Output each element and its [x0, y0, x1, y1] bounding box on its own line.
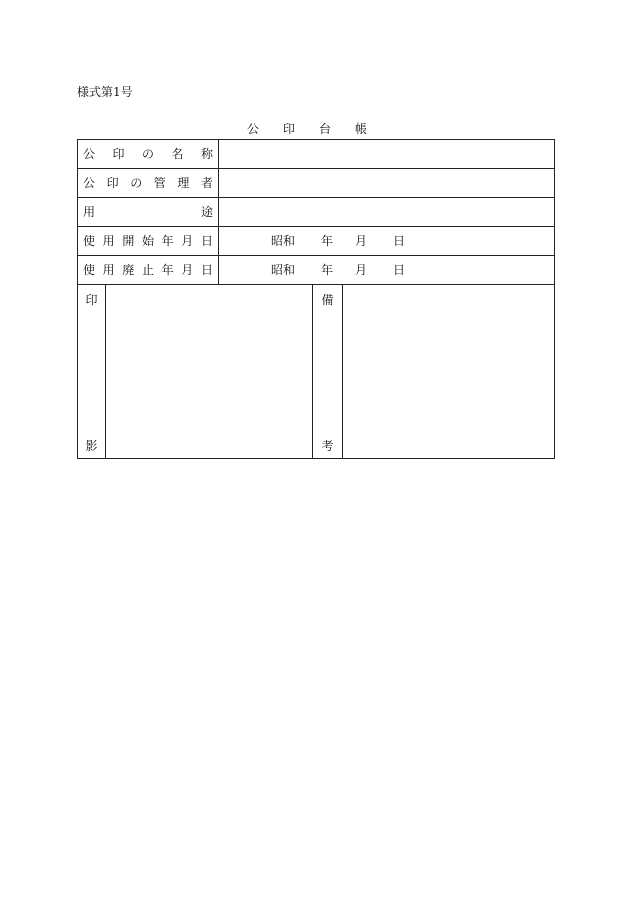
seal-name-row: [78, 140, 554, 169]
month-label: 月: [355, 234, 368, 248]
purpose-field[interactable]: [219, 198, 554, 226]
month-label: 月: [355, 263, 368, 277]
seal-name-field[interactable]: [219, 140, 554, 168]
end-date-field[interactable]: [219, 256, 554, 284]
impression-remarks-section: [78, 285, 554, 458]
era-label: 昭和: [271, 263, 296, 277]
seal-manager-label: 公 印 の 管 理 者: [78, 169, 219, 197]
title-char: 印: [283, 122, 320, 136]
form-number: 様式第1号: [77, 85, 133, 99]
seal-impression-area[interactable]: [106, 285, 313, 458]
end-date-row: [78, 256, 554, 285]
remarks-area[interactable]: [343, 285, 554, 458]
day-label: 日: [393, 234, 406, 248]
day-label: 日: [393, 263, 406, 277]
era-label: 昭和: [271, 234, 296, 248]
seal-manager-row: [78, 169, 554, 198]
form-title: [247, 121, 391, 137]
start-date-field[interactable]: [219, 227, 554, 255]
title-char: 公: [247, 122, 284, 136]
seal-manager-field[interactable]: [219, 169, 554, 197]
year-label: 年: [321, 263, 334, 277]
title-char: 台: [319, 122, 356, 136]
year-label: 年: [321, 234, 334, 248]
seal-impression-label: 印 影: [78, 285, 106, 458]
remarks-label: 備 考: [313, 285, 343, 458]
seal-name-label: 公 印 の 名 称: [78, 140, 219, 168]
title-char: 帳: [355, 122, 392, 136]
seal-register-table: [77, 139, 555, 459]
purpose-row: [78, 198, 554, 227]
purpose-label: 用 途: [78, 198, 219, 226]
start-date-label: 使 用 開 始 年 月 日: [78, 227, 219, 255]
start-date-row: [78, 227, 554, 256]
end-date-label: 使 用 廃 止 年 月 日: [78, 256, 219, 284]
